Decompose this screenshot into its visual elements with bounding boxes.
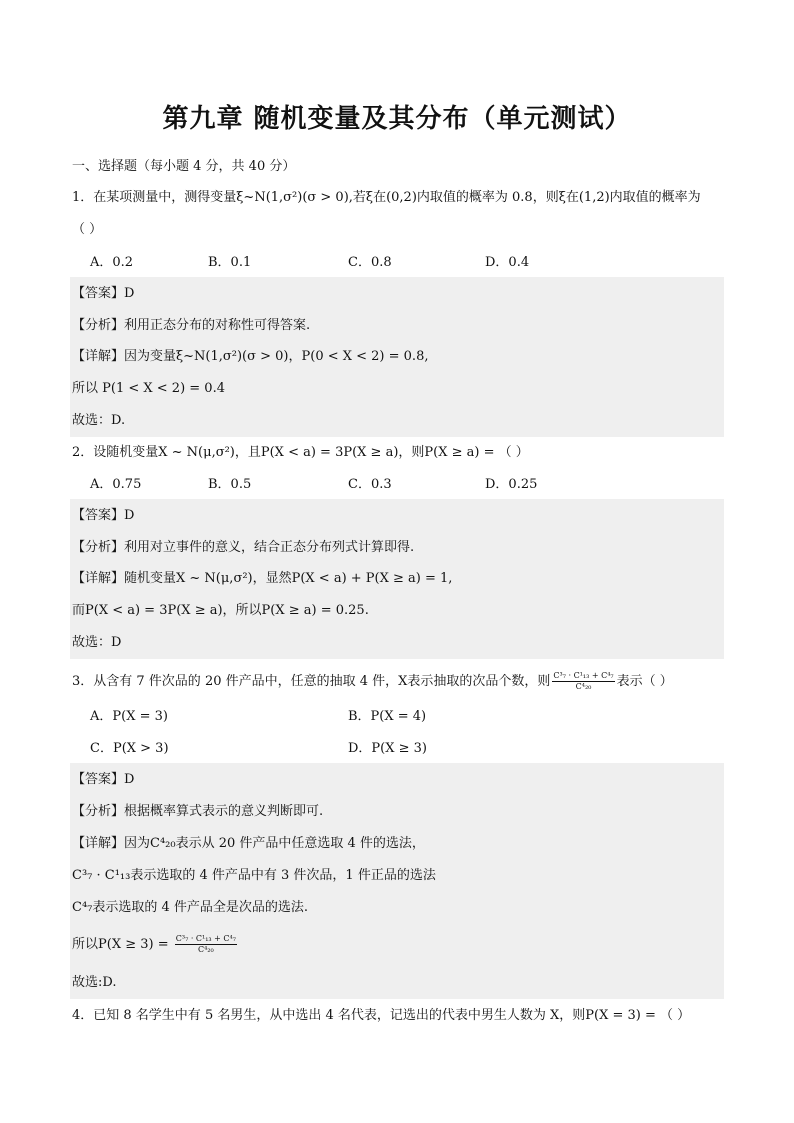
page-title: 第九章 随机变量及其分布（单元测试） <box>162 104 632 134</box>
q3-detail-fraction-denominator: C⁴₂₀ <box>197 945 214 954</box>
q1-detail-3: 故选：D. <box>72 413 126 428</box>
q3-detail-1: 【详解】因为C⁴₂₀表示从 20 件产品中任意选取 4 件的选法， <box>72 836 425 851</box>
q3-option-d: D．P(X ≥ 3) <box>348 741 427 756</box>
q3-option-a: A．P(X = 3) <box>90 709 168 724</box>
q2-option-b: B．0.5 <box>208 477 252 492</box>
q3-fraction-denominator: C⁴₂₀ <box>575 682 592 691</box>
q2-answer: 【答案】D <box>72 508 135 523</box>
q3-detail-3: C⁴₇表示选取的 4 件产品全是次品的选法. <box>72 900 309 915</box>
q3-stem-b: 表示（ ） <box>616 674 673 689</box>
q3-detail-5: 故选:D. <box>72 975 117 990</box>
q2-option-c: C．0.3 <box>348 477 392 492</box>
q1-stem: 1．在某项测量中，测得变量ξ~N(1,σ²)(σ > 0),若ξ在(0,2)内取值的概率为 0.8，则ξ在(1,2)内取值的概率为 <box>72 190 701 205</box>
q1-analysis: 【分析】利用正态分布的对称性可得答案. <box>72 318 311 333</box>
q3-option-b: B．P(X = 4) <box>348 709 427 724</box>
q1-option-b: B．0.1 <box>208 255 252 270</box>
q2-option-a: A．0.75 <box>90 477 142 492</box>
q2-option-d: D．0.25 <box>485 477 538 492</box>
q2-detail-3: 故选：D <box>72 635 122 650</box>
q1-option-c: C．0.8 <box>348 255 392 270</box>
q1-answer: 【答案】D <box>72 286 135 301</box>
q1-stem-cont: （ ） <box>72 222 103 237</box>
q3-detail-4-text: 所以P(X ≥ 3) = <box>72 937 173 952</box>
q4-stem: 4．已知 8 名学生中有 5 名男生，从中选出 4 名代表，记选出的代表中男生人数为 X，则P(X = 3) = （ ） <box>72 1008 691 1023</box>
q1-detail-2: 所以 P(1 < X < 2) = 0.4 <box>72 381 225 396</box>
q2-stem: 2．设随机变量X ~ N(μ,σ²)，且P(X < a) = 3P(X ≥ a)，则P(X ≥ a) = （ ） <box>72 445 529 460</box>
q3-stem <box>72 671 722 692</box>
q3-fraction <box>552 671 614 692</box>
q1-option-a: A．0.2 <box>90 255 134 270</box>
q3-stem-a: 3．从含有 7 件次品的 20 件产品中，任意的抽取 4 件，X表示抽取的次品个数，则 <box>72 674 551 689</box>
q3-answer: 【答案】D <box>72 772 135 787</box>
q3-option-c: C．P(X > 3) <box>90 741 169 756</box>
q1-option-d: D．0.4 <box>485 255 530 270</box>
section-heading: 一、选择题（每小题 4 分，共 40 分） <box>72 159 296 174</box>
q2-analysis: 【分析】利用对立事件的意义，结合正态分布列式计算即得. <box>72 540 415 555</box>
q1-detail-1: 【详解】因为变量ξ~N(1,σ²)(σ > 0)，P(0 < X < 2) = 0.8, <box>72 349 429 364</box>
q3-detail-2: C³₇ · C¹₁₃表示选取的 4 件产品中有 3 件次品，1 件正品的选法 <box>72 868 436 883</box>
q3-detail-4 <box>72 934 722 955</box>
q3-fraction-numerator: C³₇ · C¹₁₃ + C⁴₇ <box>553 671 614 680</box>
q2-detail-1: 【详解】随机变量X ~ N(μ,σ²)，显然P(X < a) + P(X ≥ a) = 1, <box>72 571 453 586</box>
q3-detail-fraction <box>175 934 237 955</box>
q2-detail-2: 而P(X < a) = 3P(X ≥ a)，所以P(X ≥ a) = 0.25. <box>72 603 369 618</box>
q3-analysis: 【分析】根据概率算式表示的意义判断即可. <box>72 804 324 819</box>
q3-detail-fraction-numerator: C³₇ · C¹₁₃ + C⁴₇ <box>175 934 236 943</box>
